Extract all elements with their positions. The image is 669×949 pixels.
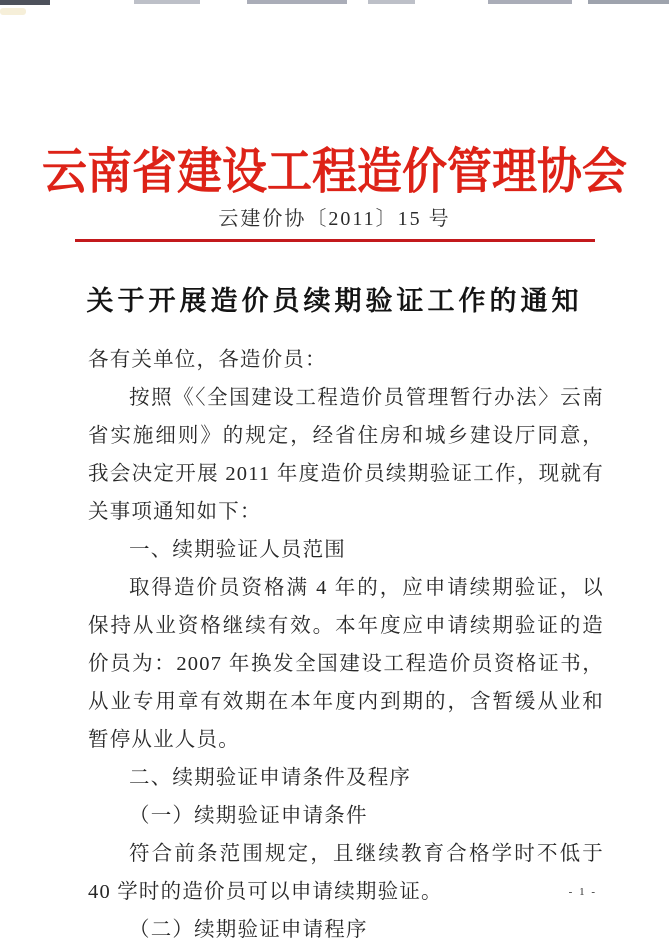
body-paragraph: 符合前条范围规定，且继续教育合格学时不低于 40 学时的造价员可以申请续期验证。 [88, 843, 604, 903]
subsection-heading-1: （一）续期验证申请条件 [129, 805, 368, 827]
notice-title: 关于开展造价员续期验证工作的通知 [86, 286, 583, 316]
page-number: - 1 - [568, 886, 597, 898]
document-reference-number: 云建价协〔2011〕15 号 [218, 208, 451, 230]
letterhead-divider-rule [75, 239, 595, 242]
body-paragraph: 取得造价员资格满 4 年的，应申请续期验证，以保持从业资格继续有效。本年度应申请续期验证的造价员为：2007 年换发全国建设工程造价员资格证书，从业专用章有效期在本年度内到期的，含暂缓从业和暂停从业人员。 [88, 577, 604, 751]
letterhead-organization-name: 云南省建设工程造价管理协会 [41, 144, 627, 199]
subsection-heading-2: （二）续期验证申请程序 [129, 919, 368, 941]
salutation-line: 各有关单位，各造价员： [88, 349, 327, 371]
section-heading-1: 一、续期验证人员范围 [129, 539, 346, 561]
body-paragraph: 按照《〈全国建设工程造价员管理暂行办法〉云南省实施细则》的规定，经省住房和城乡建设厅同意，我会决定开展 2011 年度造价员续期验证工作，现就有关事项通知如下： [88, 387, 604, 523]
section-heading-2: 二、续期验证申请条件及程序 [129, 767, 412, 789]
notice-body [88, 341, 604, 949]
